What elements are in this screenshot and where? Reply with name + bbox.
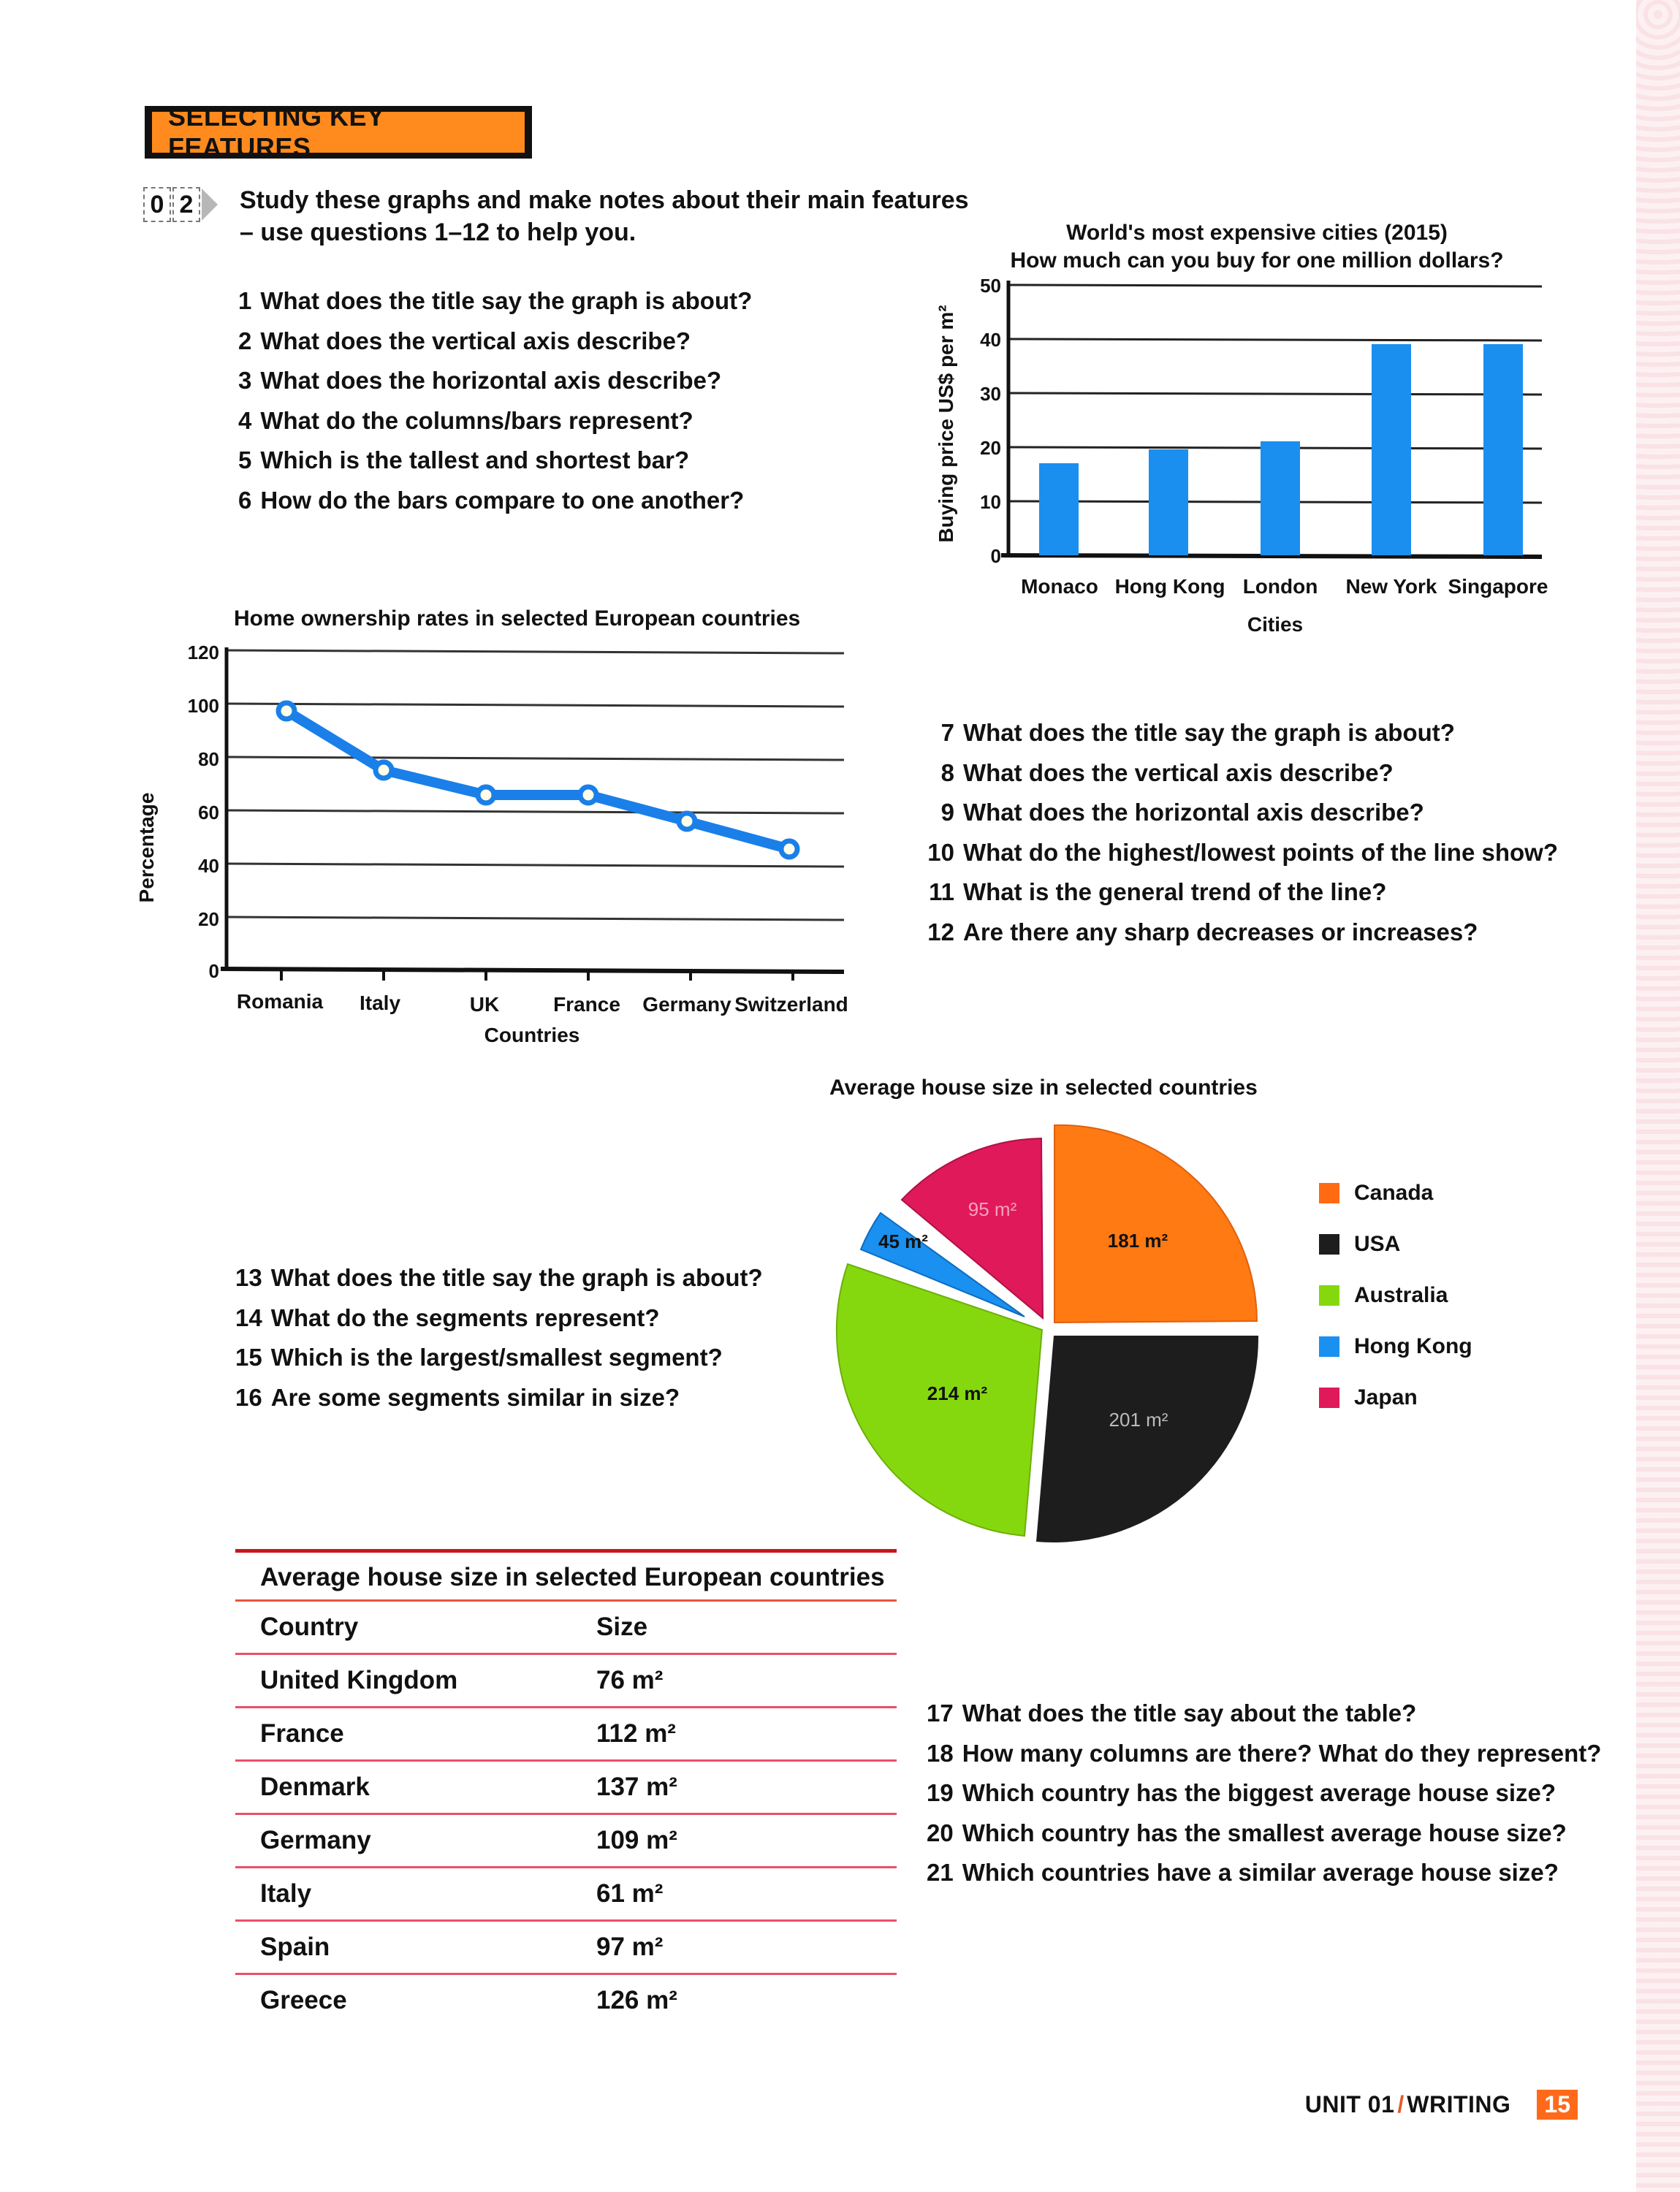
svg-text:214 m²: 214 m²	[927, 1382, 988, 1404]
x-tick-label: Switzerland	[734, 993, 848, 1016]
question-item: 12 Are there any sharp decreases or increases?	[927, 918, 1478, 945]
question-item: 10 What do the highest/lowest points of the line show?	[927, 838, 1558, 866]
pie-chart-title: Average house size in selected countries	[829, 1076, 1258, 1100]
table-title: Average house size in selected European countries	[235, 1549, 897, 1602]
svg-text:30: 30	[980, 383, 1001, 405]
x-tick-label: New York	[1345, 575, 1437, 598]
bar-chart-subtitle: How much can you buy for one million dollars?	[1010, 248, 1504, 273]
x-tick-label: Germany	[642, 993, 731, 1016]
table-row: Germany 109 m²	[235, 1815, 897, 1868]
svg-text:40: 40	[980, 329, 1001, 351]
question-item: 15 Which is the largest/smallest segment?	[235, 1344, 723, 1371]
table-row: United Kingdom 76 m²	[235, 1655, 897, 1708]
x-tick-label: France	[553, 993, 620, 1016]
bar-chart	[935, 219, 1578, 275]
question-item: 3 What does the horizontal axis describe?	[238, 367, 722, 394]
legend-item-australia: Australia	[1319, 1270, 1472, 1321]
footer-section: WRITING	[1407, 2091, 1511, 2117]
x-tick-label: Italy	[359, 992, 401, 1014]
question-item: 18 How many columns are there? What do they represent?	[927, 1739, 1602, 1767]
table-row: Spain 97 m²	[235, 1922, 897, 1975]
x-tick-label: Romania	[236, 990, 324, 1013]
exercise-digit: 2	[172, 187, 200, 222]
question-item: 9 What does the horizontal axis describe?	[940, 799, 1424, 826]
table-row: Denmark 137 m²	[235, 1762, 897, 1815]
table-row: Italy 61 m²	[235, 1868, 897, 1922]
question-item: 19 Which country has the biggest average house size?	[927, 1779, 1557, 1806]
exercise-digit: 0	[143, 187, 171, 222]
question-item: 1 What does the title say the graph is about?	[238, 287, 753, 314]
page-number-badge: 15	[1537, 2090, 1578, 2120]
line-chart-xlabel: Countries	[484, 1024, 580, 1046]
question-item: 7 What does the title say the graph is about?	[940, 719, 1455, 746]
question-item: 14 What do the segments represent?	[235, 1304, 660, 1331]
page-footer	[1305, 2090, 1578, 2120]
x-tick-label: Singapore	[1448, 575, 1548, 598]
questions-list-1	[238, 281, 752, 520]
svg-text:40: 40	[198, 855, 219, 877]
x-tick-label: Hong Kong	[1114, 575, 1225, 598]
footer-slash: /	[1397, 2091, 1405, 2117]
svg-text:201 m²: 201 m²	[1109, 1409, 1168, 1431]
questions-list-3	[235, 1258, 763, 1417]
table-row: Greece 126 m²	[260, 1986, 677, 2014]
svg-text:60: 60	[198, 802, 219, 823]
svg-text:0: 0	[208, 960, 219, 982]
pie-chart-plot	[833, 1111, 1272, 1549]
table-row: France 112 m²	[235, 1708, 897, 1762]
bar-chart-plot	[928, 270, 1571, 650]
exercise-number	[143, 187, 218, 222]
page-edge-decoration	[1636, 0, 1680, 2192]
bars	[1039, 344, 1523, 555]
questions-list-2	[919, 713, 1558, 952]
table-header-row: Country Size	[235, 1602, 897, 1655]
svg-text:95 m²: 95 m²	[968, 1198, 1017, 1220]
line-chart-ylabel: Percentage	[135, 792, 158, 903]
svg-text:80: 80	[198, 748, 219, 770]
legend-item-usa: USA	[1319, 1219, 1472, 1270]
svg-text:45 m²: 45 m²	[878, 1230, 928, 1252]
legend-item-hongkong: Hong Kong	[1319, 1321, 1472, 1372]
question-item: 6 How do the bars compare to one another?	[238, 486, 745, 514]
pie-legend	[1319, 1168, 1472, 1423]
svg-text:20: 20	[198, 908, 219, 930]
question-item: 16 Are some segments similar in size?	[235, 1383, 680, 1411]
line-chart-title: Home ownership rates in selected European countries	[234, 606, 801, 631]
legend-swatch	[1319, 1183, 1339, 1203]
bar-chart-title: World's most expensive cities (2015)	[1066, 221, 1448, 245]
pie-slice-canada	[1054, 1125, 1257, 1323]
legend-swatch	[1319, 1336, 1339, 1357]
exercise-instruction: Study these graphs and make notes about their main features – use questions 1–12 to help you.	[240, 186, 969, 246]
arrow-icon	[202, 189, 218, 221]
svg-text:181 m²: 181 m²	[1107, 1230, 1168, 1252]
question-item: 13 What does the title say the graph is about?	[235, 1264, 763, 1291]
x-tick-label: UK	[469, 993, 500, 1016]
question-item: 21 Which countries have a similar average house size?	[927, 1859, 1559, 1886]
legend-item-japan: Japan	[1319, 1372, 1472, 1423]
legend-item-canada: Canada	[1319, 1168, 1472, 1219]
question-item: 2 What does the vertical axis describe?	[238, 327, 691, 354]
line-chart-plot	[132, 636, 884, 1059]
svg-text:50: 50	[980, 275, 1001, 297]
legend-swatch	[1319, 1388, 1339, 1408]
section-banner-label: SELECTING KEY FEATURES	[168, 102, 384, 162]
legend-swatch	[1319, 1285, 1339, 1306]
x-tick-label: Monaco	[1021, 575, 1098, 598]
footer-unit: UNIT 01	[1304, 2091, 1395, 2117]
question-item: 4 What do the columns/bars represent?	[238, 406, 693, 434]
bar-chart-ylabel: Buying price US$ per m²	[935, 305, 957, 543]
question-item: 17 What does the title say about the table?	[927, 1700, 1417, 1727]
questions-list-4	[927, 1694, 1601, 1893]
svg-text:0: 0	[990, 545, 1001, 567]
question-item: 20 Which country has the smallest average house size?	[927, 1819, 1567, 1846]
legend-swatch	[1319, 1234, 1339, 1255]
svg-text:120: 120	[187, 642, 219, 663]
pie-slice-usa	[1036, 1336, 1258, 1542]
svg-text:100: 100	[187, 695, 219, 717]
house-size-table	[235, 1549, 897, 2026]
svg-text:20: 20	[980, 437, 1001, 459]
question-item: 11 What is the general trend of the line?	[929, 878, 1387, 905]
svg-text:10: 10	[980, 491, 1001, 513]
bar-chart-xlabel: Cities	[1247, 613, 1304, 636]
question-item: 5 Which is the tallest and shortest bar?	[238, 446, 690, 473]
question-item: 8 What does the vertical axis describe?	[940, 758, 1394, 786]
x-tick-label: London	[1242, 575, 1318, 598]
section-banner	[145, 102, 532, 162]
